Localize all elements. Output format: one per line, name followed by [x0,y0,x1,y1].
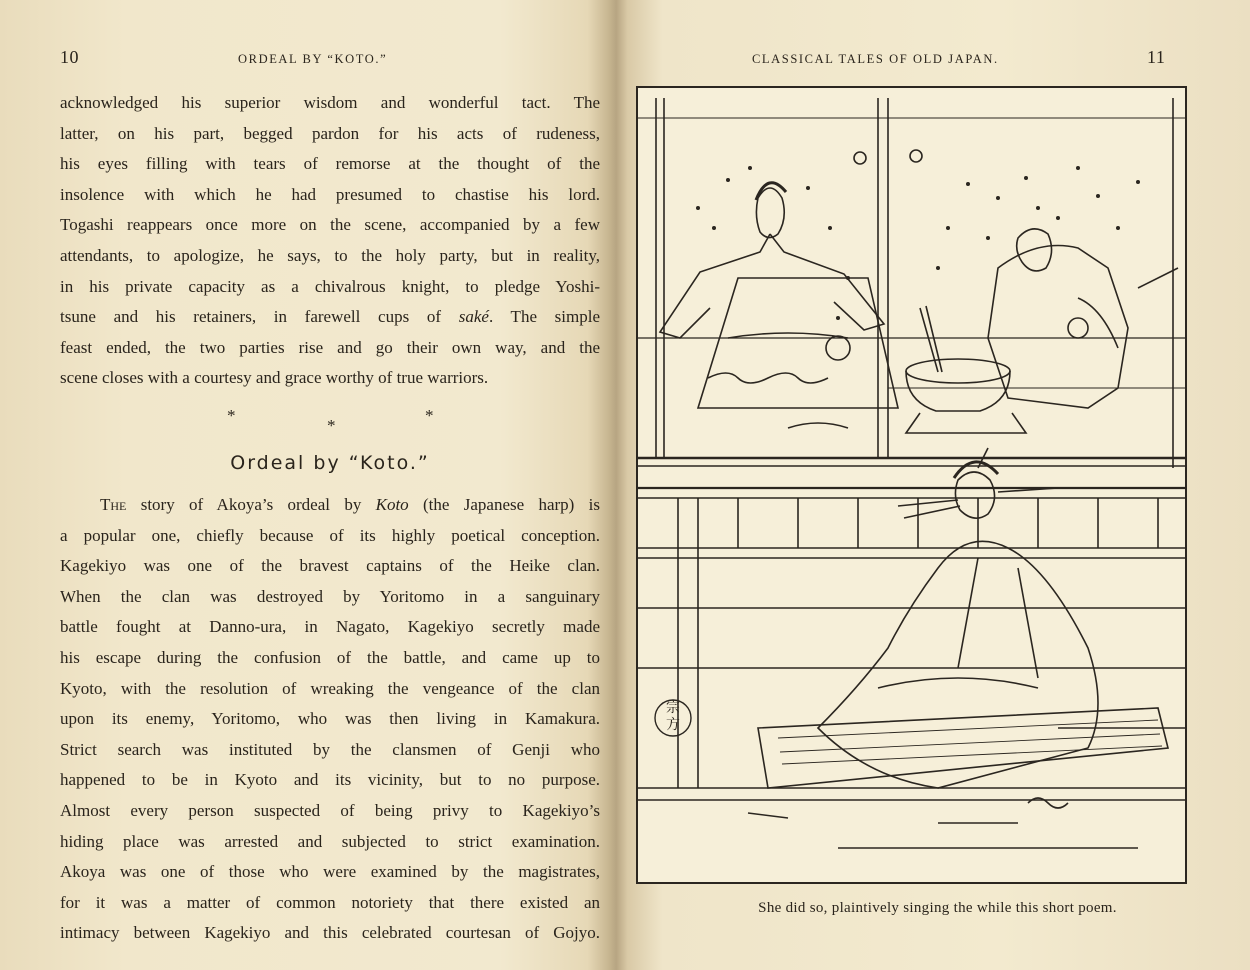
text-line: latter, on his part, begged pardon for his acts of rudeness, [60,123,600,143]
section-heading: Ordeal by “Koto.” [230,452,430,474]
text-line: upon its enemy, Yoritomo, who was then living in Kamakura. [60,709,600,729]
text-line: hiding place was arrested and subjected to strict examination. [60,831,600,851]
italic-word-koto: Koto [375,495,409,514]
page-number-right: 11 [1147,47,1166,67]
asterisk: * [327,416,336,435]
artist-seal: 宗方 [666,700,680,733]
text-span: . The simple [488,307,600,327]
text-line: acknowledged his superior wisdom and wonderful tact. The [60,93,600,112]
text-line: attendants, to apologize, he says, to the holy party, but in reality, [60,245,600,265]
koto-scene-drawing [638,88,1185,882]
right-page [625,0,1250,970]
paragraph-akoya-ordeal [60,490,600,949]
text-line: Kyoto, with the resolution of wreaking the vengeance of the clan [60,678,600,698]
asterisk: * [425,406,434,425]
small-caps-opening: The [100,495,127,514]
text-line: Kagekiyo was one of the bravest captains of the Heike clan. [60,556,600,576]
text-span: tsune and his retainers, in farewell cups of [60,307,459,327]
text-line: Togashi reappears once more on the scene, accompanied by a few [60,215,600,235]
text-line-with-italic [60,490,600,521]
text-line: intimacy between Kagekiyo and this celebrated courtesan of Gojyo. [60,923,600,943]
italic-word-sake: saké [458,307,489,327]
text-line: When the clan was destroyed by Yoritomo in a sanguinary [60,586,600,606]
text-line: battle fought at Danno-ura, in Nagato, Kagekiyo secretly made [60,617,600,637]
illustration-caption: She did so, plaintively singing the while this short poem. [758,900,1117,916]
text-line: Strict search was instituted by the clansmen of Genji who [60,739,600,759]
page-number-left: 10 [60,47,79,67]
text-line-with-italic [60,302,600,333]
paragraph-continued [60,88,600,394]
text-line: his escape during the confusion of the battle, and came up to [60,647,600,667]
text-line: his eyes filling with tears of remorse at the thought of the [60,154,600,174]
text-line: happened to be in Kyoto and its vicinity, but to no purpose. [60,770,600,790]
text-line: in his private capacity as a chivalrous knight, to pledge Yoshi- [60,276,600,296]
text-line: Almost every person suspected of being privy to Kagekiyo’s [60,800,600,820]
running-head-left: ORDEAL BY “KOTO.” [238,52,388,66]
woodblock-illustration [636,86,1187,884]
running-head-right: CLASSICAL TALES OF OLD JAPAN. [752,52,999,66]
text-line: for it was a matter of common notoriety that there existed an [60,892,600,912]
section-break-asterisms [60,400,600,440]
text-line: scene closes with a courtesy and grace worthy of true warriors. [60,368,489,388]
text-span: (the Japanese harp) is [408,495,600,514]
text-line: insolence with which he had presumed to chastise his lord. [60,184,600,204]
text-line: feast ended, the two parties rise and go their own way, and the [60,337,600,357]
asterisk: * [227,406,236,425]
text-line: Akoya was one of those who were examined by the magistrates, [60,862,600,882]
text-span: story of Akoya’s ordeal by [126,495,376,514]
left-page [0,0,612,970]
text-line: a popular one, chiefly because of its highly poetical conception. [60,525,600,545]
